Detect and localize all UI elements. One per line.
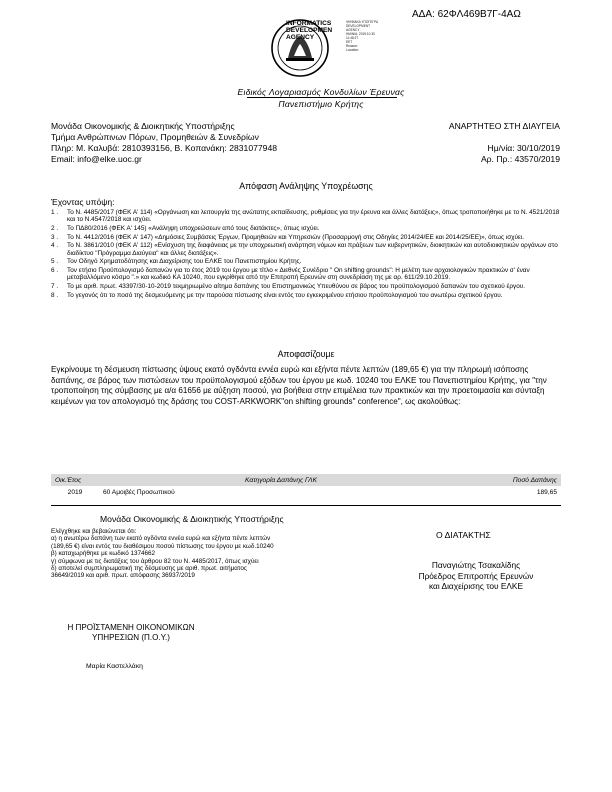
item-number: 2 . xyxy=(51,224,59,232)
logo-text-elke: Ειδικός Λογαριασμός Κονδυλίων Έρευνας xyxy=(237,87,405,97)
verification-line: 36649/2019 και αριθ. πρωτ. απόφασης 36937/2019 xyxy=(51,572,195,580)
stamp-detail: ΗΜ/ΝΙΑ: 2019.10.30 11:48:27 xyxy=(346,32,375,40)
column-header-category: Κατηγορία Δαπάνης ΓΛΚ xyxy=(99,474,463,486)
considerations-heading: Έχοντας υπόψη: xyxy=(51,197,115,207)
signatory-role-cont: και Διαχείρισης του ΕΛΚΕ xyxy=(429,581,523,592)
authorizing-officer-label: Ο ΔΙΑΤΑΚΤΗΣ xyxy=(436,530,491,540)
item-number: 8 . xyxy=(51,291,59,299)
stamp-line: DEVELOPMEN xyxy=(286,27,333,34)
signature-stamp-title xyxy=(286,20,348,41)
financial-head-title: Η ΠΡΟΪΣΤΑΜΕΝΗ ΟΙΚΟΝΟΜΙΚΩΝ xyxy=(67,623,195,632)
expense-table xyxy=(51,474,561,498)
item-text: Το Ν. 4412/2016 (ΦΕΚ Α' 147) «Δημόσιες Συμβάσεις Έργων, Προμηθειών και Υπηρεσιών (Προσαρμογή στις Οδηγίες 2014/24/ΕΕ και 2014/25/ΕΕ)», όπως ισχύει. xyxy=(67,233,525,241)
protocol-number: Αρ. Πρ.: 43570/2019 xyxy=(480,154,560,164)
signatory-name: Παναγιώτης Τσακαλίδης xyxy=(431,560,521,570)
verification-unit: Μονάδα Οικονομικής & Διοικητικής Υποστήριξης xyxy=(100,514,284,524)
item-number: 6 . xyxy=(51,267,59,275)
column-header-year: Οικ.Έτος xyxy=(51,474,99,486)
item-number: 4 . xyxy=(51,242,59,250)
header-department: Τμήμα Ανθρώπινων Πόρων, Προμηθειών & Συνεδρίων xyxy=(51,132,259,142)
item-text: Τον Οδηγό Χρηματοδότησης και Διαχείρισης του ΕΛΚΕ του Πανεπιστημίου Κρήτης. xyxy=(67,258,302,266)
decision-heading: Αποφασίζουμε xyxy=(277,349,335,359)
table-header-row xyxy=(51,474,561,486)
publish-notice: ΑΝΑΡΤΗΤΕΟ ΣΤΗ ΔΙΑΥΓΕΙΑ xyxy=(448,121,560,131)
logo-text-university: Πανεπιστήμιο Κρήτης xyxy=(278,99,364,109)
decision-paragraph: Εγκρίνουμε τη δέσμευση πίστωσης ύψους εκατό ογδόντα εννέα ευρώ και εξήντα πέντε λεπτών (189,65 €) για την πληρωμή ισόποσης δαπάνης, σε βάρος των πιστώσεων του προϋπολογισμού εξόδων του έργου με κωδ. 10240 του ΕΛΚΕ του Πανεπιστημίου Κρήτης, για "την τροποποίηση της σύμβασης με α/α 61656 με αύξηση ποσού, για βοήθεια στην επιμέλεια των πρακτικών και την προετοιμασία και σύνταξη κειμένων για τον απολογισμό της δράσης του COST-ARKWORK"on shifting grounds" conference", ως ακολούθως: xyxy=(51,365,547,406)
logo-divider xyxy=(247,97,397,98)
header-right xyxy=(449,121,560,165)
stamp-detail: ΨΗΦΙΑΚΑ ΥΠΟΓΕΓΡΑ xyxy=(346,20,378,24)
signatory-block xyxy=(390,560,562,592)
item-text: Το ΠΔ80/2016 (ΦΕΚ Α' 145) «Ανάληψη υποχρεώσεων από τους διατάκτες», όπως ισχύει. xyxy=(67,224,320,232)
verification-line: β) καταχωρήθηκε με κωδικό 1374662 xyxy=(51,550,155,558)
ada-code: ΑΔΑ: 62ΦΛ469Β7Γ-4ΑΩ xyxy=(412,9,521,20)
item-number: 7 . xyxy=(51,283,59,291)
stamp-detail: DEVELOPMENT AGENCY xyxy=(346,24,371,32)
list-item xyxy=(51,225,561,232)
stamp-detail: EET xyxy=(346,40,353,44)
column-header-amount: Ποσό Δαπάνης xyxy=(463,474,561,486)
document-title: Απόφαση Ανάληψης Υποχρέωσης xyxy=(239,181,373,191)
list-item xyxy=(51,234,561,241)
signature-stamp-details xyxy=(346,20,380,52)
list-item xyxy=(51,292,561,299)
document-date: Ημ/νία: 30/10/2019 xyxy=(487,143,560,153)
table-bottom-rule xyxy=(51,505,561,506)
stamp-detail: Reason: xyxy=(346,44,358,48)
header-unit: Μονάδα Οικονομικής & Διοικητικής Υποστήριξης xyxy=(51,121,235,131)
financial-head-name: Μαρία Καστελλάκη xyxy=(86,663,143,670)
list-item xyxy=(51,258,561,265)
verification-line: δ) αποτελεί συμπληρωματική της δέσμευσης με αριθ. πρωτ. αιτήματος xyxy=(51,565,247,573)
financial-head-service: ΥΠΗΡΕΣΙΩΝ (Π.Ο.Υ.) xyxy=(92,633,170,643)
header-spacer xyxy=(449,132,560,143)
verification-text xyxy=(51,528,351,580)
header-contacts: Πληρ: Μ. Καλυβά: 2810393156, Β. Κοπανάκη: 2831077948 xyxy=(51,143,278,153)
stamp-line: INFORMATICS xyxy=(286,20,332,27)
financial-head-block xyxy=(51,623,211,644)
item-text: Το γεγονός ότι το ποσό της δεσμευόμενης με την παρούσα πίστωσης είναι εντός του εγκεκριμένου ετήσιου προϋπολογισμού του ανωτέρω σχετικού έργου. xyxy=(67,291,503,299)
item-number: 3 . xyxy=(51,233,59,241)
item-number: 5 . xyxy=(51,258,59,266)
header-left xyxy=(51,121,277,165)
verification-line: (189,65 €) είναι εντός του διαθέσιμου ποσού πίστωσης του έργου με κωδ.10240 xyxy=(51,542,274,550)
item-text: Το με αριθ. πρωτ. 43397/30-10-2019 τεκμηριωμένο αίτημα δαπάνης του Επιστημονικώς Υπευθύνου σε βάρος του προϋπολογισμού δαπανών του σχετικού έργου. xyxy=(67,283,526,291)
list-item xyxy=(51,209,561,224)
item-number: 1 . xyxy=(51,209,59,216)
list-item xyxy=(51,242,561,257)
verification-line: Ελέγχθηκε και βεβαιώνεται ότι: xyxy=(51,528,137,535)
header-email: Email: info@elke.uoc.gr xyxy=(51,154,142,164)
cell-year: 2019 xyxy=(67,488,83,496)
table-row xyxy=(51,486,561,498)
list-item xyxy=(51,283,561,290)
verification-line: γ) σύμφωνα με τις διατάξεις του άρθρου 82 του Ν. 4485/2017, όπως ισχύει xyxy=(51,557,259,565)
cell-amount: 189,65 xyxy=(536,488,557,496)
considerations-list xyxy=(51,209,561,300)
cell-category: 60 Αμοιβές Προσωπικού xyxy=(103,488,175,496)
item-text: Τον ετήσιο Προϋπολογισμό δαπανών για το έτος 2019 του έργου με τίτλο « Διεθνές Συνέδριο " On shifting grounds": Η μελέτη των αρχαιολογικών πρακτικών σ' έναν μεταβαλλόμενο κόσμο ".» και κωδικό ΚΑ 10240, που εγκρίθηκε από την Επιτροπή Ερευνών στη συνεδρίαση της με αρ. 611/29.10.2019. xyxy=(67,267,530,282)
verification-line: α) η ανωτέρω δαπάνη των εκατό ογδόντα εννέα ευρώ και εξήντα πέντε λεπτών xyxy=(51,535,271,543)
item-text: Το Ν. 4485/2017 (ΦΕΚ Α' 114) «Οργάνωση και λειτουργία της ανώτατης εκπαίδευσης, ρυθμίσεις για την έρευνα και άλλες διατάξεις», όπως τροποποιήθηκε με το Ν. 4521/2018 και το Ν.4547/2018 και ισχύει. xyxy=(67,209,560,224)
stamp-line: AGENCY xyxy=(286,34,315,41)
signatory-role: Πρόεδρος Επιτροπής Ερευνών xyxy=(418,570,534,581)
stamp-detail: Location: xyxy=(346,48,359,52)
item-text: Το Ν. 3861/2010 (ΦΕΚ Α' 112) «Ενίσχυση της διαφάνειας με την υποχρεωτική ανάρτηση νόμων και πράξεων των κυβερνητικών, διοικητικών και αυτοδιοικητικών οργάνων στο διαδίκτυο "Πρόγραμμα Διαύγεια" και άλλες διατάξεις». xyxy=(67,242,558,257)
list-item xyxy=(51,267,561,282)
